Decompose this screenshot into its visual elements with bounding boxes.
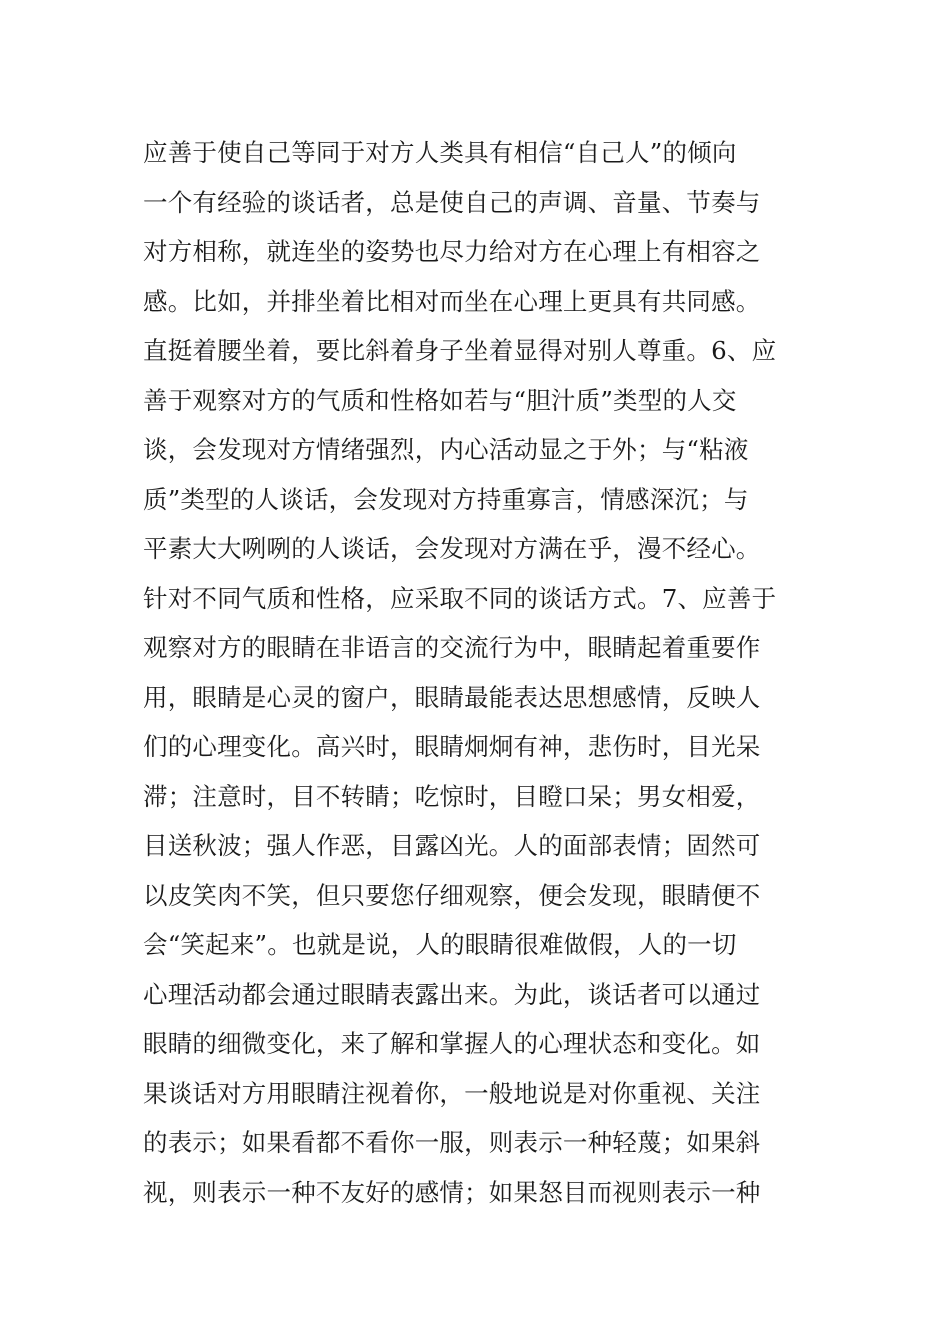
text-line: 一个有经验的谈话者，总是使自己的声调、音量、节奏与 (143, 187, 761, 217)
text-line: 观察对方的眼睛在非语言的交流行为中，眼睛起着重要作 (143, 633, 761, 662)
text-line: 质”类型的人谈话，会发现对方持重寡言，情感深沉；与 (143, 484, 749, 514)
text-line: 对方相称，就连坐的姿势也尽力给对方在心理上有相容之 (143, 237, 761, 266)
text-line: 滞；注意时，目不转睛；吃惊时，目瞪口呆；男女相爱， (143, 781, 761, 811)
text-line: 针对不同气质和性格，应采取不同的谈话方式。7、应善于 (143, 583, 777, 613)
text-line: 会“笑起来”。也就是说，人的眼睛很难做假，人的一切 (143, 930, 737, 959)
text-line: 平素大大咧咧的人谈话，会发现对方满在乎，漫不经心。 (143, 534, 761, 563)
text-line: 直挺着腰坐着，要比斜着身子坐着显得对别人尊重。6、应 (143, 336, 777, 365)
text-line: 眼睛的细微变化，来了解和掌握人的心理状态和变化。如 (143, 1029, 761, 1058)
text-line: 用，眼睛是心灵的窗户，眼睛最能表达思想感情，反映人 (143, 682, 761, 712)
text-line: 善于观察对方的气质和性格如若与“胆汁质”类型的人交 (143, 385, 737, 415)
text-line: 们的心理变化。高兴时，眼睛炯炯有神，悲伤时，目光呆 (143, 732, 761, 761)
body-text (143, 133, 823, 1222)
text-line: 心理活动都会通过眼睛表露出来。为此，谈话者可以通过 (143, 979, 761, 1009)
text-line: 目送秋波；强人作恶，目露凶光。人的面部表情；固然可 (143, 831, 761, 860)
text-line: 视，则表示一种不友好的感情；如果怒目而视则表示一种 (143, 1177, 761, 1207)
text-line: 果谈话对方用眼睛注视着你，一般地说是对你重视、关注 (143, 1078, 761, 1108)
text-line: 谈，会发现对方情绪强烈，内心活动显之于外；与“粘液 (143, 435, 749, 464)
text-line: 以皮笑肉不笑，但只要您仔细观察，便会发现，眼睛便不 (143, 880, 761, 910)
text-line: 的表示；如果看都不看你一服，则表示一种轻蔑；如果斜 (143, 1128, 761, 1157)
text-line: 感。比如，并排坐着比相对而坐在心理上更具有共同感。 (143, 286, 761, 316)
text-line: 应善于使自己等同于对方人类具有相信“自己人”的倾向 (143, 138, 737, 167)
